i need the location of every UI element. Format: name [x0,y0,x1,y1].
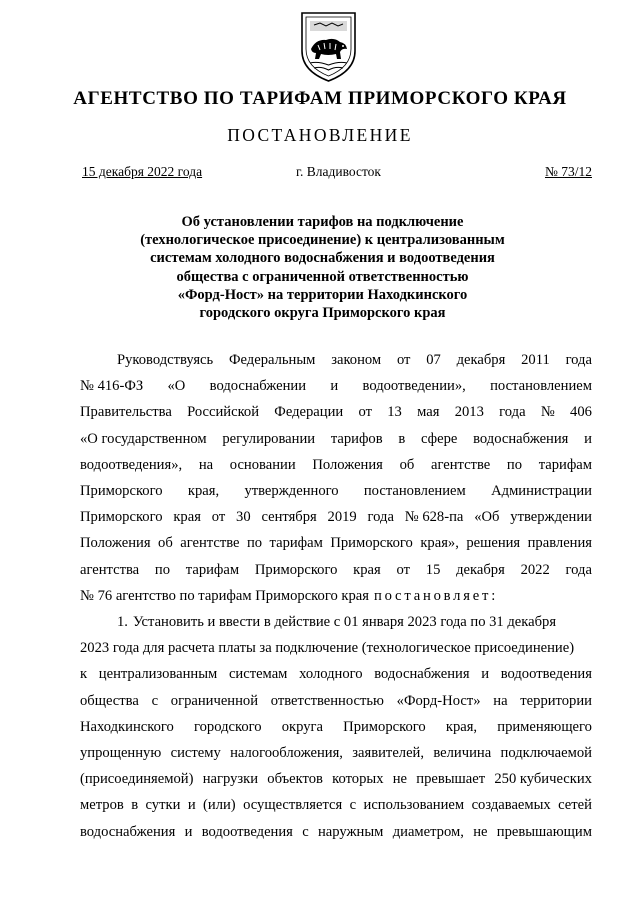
word: не [392,771,408,788]
word: (или) [203,797,236,814]
word: централизованным [98,666,218,683]
word: № [540,404,555,421]
text-line [80,661,592,687]
word: в [131,797,139,814]
word: водоснабжения [80,823,176,840]
word: 15 [425,561,441,578]
word: 2023 года для расчета платы за подключение (технологическое присоединение) [80,640,575,657]
word: водоотведения», [80,456,183,473]
word: Положения [80,535,151,552]
word: не [473,823,488,840]
word: в [398,430,406,447]
document-type: ПОСТАНОВЛЕНИЕ [227,125,413,145]
word: систему [170,745,221,762]
word: № 416-ФЗ [80,378,144,395]
word: упрощенную [80,745,162,762]
word: с [349,797,357,814]
word: городского [193,718,262,735]
primorsky-krai-coat-of-arms-icon [296,9,361,84]
word: 2019 [327,509,357,526]
text-line [80,609,592,635]
word: по [506,456,523,473]
word: постановлением [363,483,466,500]
document-number: № 73/12 [544,164,592,179]
word: 250 кубических [494,771,592,788]
word: года [565,352,592,368]
word: использованием [363,797,465,814]
title-line: системам холодного водоснабжения и водоотведения [150,250,495,267]
word: «О [167,378,186,395]
word: которых [332,771,384,788]
text-line [80,740,592,766]
title-line: общества с ограниченной ответственностью [176,268,469,285]
word: к [80,666,88,683]
word: подключаемой [500,745,592,762]
word: Российской [187,404,260,421]
title-line: Об установлении тарифов на подключение [181,214,464,230]
preamble-last-text: № 76 агентство по тарифам Приморского края [80,587,369,604]
word: Приморского [254,561,338,578]
word: диаметром, [392,823,464,840]
word: Приморского [343,718,426,735]
word: года [565,561,592,578]
word: 2013 [454,404,484,421]
word: сфере [421,430,458,447]
word: «Об [474,509,500,526]
word: на [198,456,214,473]
text-line [80,399,592,425]
word: (присоединяемой) [80,771,194,788]
word: от [396,352,411,368]
word: водоотведения [500,666,592,683]
word: сутки [145,797,181,814]
word: и [481,666,490,683]
word: законом [331,352,382,368]
word: превышающим [496,823,592,840]
word: Приморского [80,483,163,500]
word: на [493,692,508,709]
document-date: 15 декабря 2022 года [82,164,203,179]
word: водоотведения [201,823,293,840]
word: от [396,561,410,578]
word: ограниченной [170,692,259,709]
word: № 628-па [404,509,464,526]
word: года [499,404,526,421]
word: «Форд-Ност» [396,692,481,709]
word: агентстве [180,535,240,552]
word: округа [281,718,323,735]
text-line [80,452,592,478]
agency-name: АГЕНТСТВО ПО ТАРИФАМ ПРИМОРСКОГО КРАЯ [73,88,567,109]
word: утвержденного [244,483,339,500]
word: осуществляется [243,797,343,814]
title-line: «Форд-Ност» на территории Находкинского [177,286,468,303]
text-line [80,504,592,530]
word: превышает [416,771,486,788]
word: по [154,561,171,578]
word: об [158,535,173,552]
word: холодного [299,666,363,683]
word: тарифов [330,430,383,447]
word: налогообложения, [230,745,343,762]
word: края, [445,718,478,735]
word: «О государственном [80,430,207,447]
word: создаваемых [471,797,551,814]
document-body [80,347,592,845]
text-line [80,819,592,845]
resolves-word: постановляет: [373,587,499,604]
word: по [246,535,263,552]
word: водоснабжении [209,378,307,395]
text-line [80,426,592,452]
word: тарифам [185,561,240,578]
word: правления [527,535,592,552]
text-line [80,688,592,714]
word: системам [228,666,288,683]
word: об [399,456,415,473]
word: Приморского [80,509,163,526]
word: 406 [570,404,592,421]
item-number: 1. [117,614,128,631]
word: постановлением [490,378,592,395]
word: и [184,823,193,840]
word: Установить и ввести в действие с 01 января 2023 года по 31 декабря [132,614,557,631]
word: декабря [456,352,506,368]
word: мая [417,404,440,421]
word: применяющего [497,718,592,735]
word: Правительства [80,404,172,421]
word: основании [229,456,296,473]
word: Находкинского [80,718,174,735]
word: утверждении [510,509,592,526]
word: 13 [387,404,402,421]
word: водоснабжения [473,430,569,447]
text-line [80,583,592,609]
document-city: г. Владивосток [296,164,381,179]
word: территории [520,692,592,709]
word: Федеральным [228,352,316,368]
word: агентства [80,561,140,578]
word: и [330,378,339,395]
word: 30 [236,509,251,526]
word: водоотведении», [362,378,466,395]
word: регулировании [222,430,316,447]
word: года [367,509,394,526]
word: края, [187,483,220,500]
word: объектов [267,771,323,788]
word: Федерации [274,404,344,421]
word: тарифам [538,456,592,473]
word: 2022 [520,561,550,578]
word: метров [80,797,124,814]
text-line [80,792,592,818]
text-line [80,478,592,504]
word: наружным [317,823,384,840]
word: с [302,823,309,840]
word: нагрузки [202,771,259,788]
word: Администрации [491,483,592,500]
text-line [80,347,592,373]
word: 07 [426,352,441,368]
word: величина [433,745,492,762]
word: Положения [312,456,383,473]
title-line: городского округа Приморского края [199,305,446,322]
word: агентстве [430,456,491,473]
word: края [173,509,201,526]
document-title [110,213,535,322]
word: Руководствуясь [117,352,214,368]
word: заявителей, [352,745,425,762]
word: от [211,509,226,526]
text-line [80,373,592,399]
word: решения [466,535,521,552]
word: от [358,404,372,421]
word: тарифам [269,535,323,552]
word: и [187,797,196,814]
word: края», [420,535,459,552]
word: с [151,692,159,709]
word: и [584,430,592,447]
text-line [80,557,592,583]
word: сентября [261,509,317,526]
word: края [353,561,381,578]
text-line [80,530,592,556]
word: сетей [558,797,592,814]
word: Приморского [330,535,413,552]
text-line [80,714,592,740]
word: водоснабжения [374,666,470,683]
word: декабря [456,561,505,578]
title-line: (технологическое присоединение) к централизованным [140,232,505,249]
word: 2011 [521,352,550,368]
text-line [80,766,592,792]
text-line [80,635,592,661]
word: общества [80,692,139,709]
word: ответственностью [270,692,384,709]
